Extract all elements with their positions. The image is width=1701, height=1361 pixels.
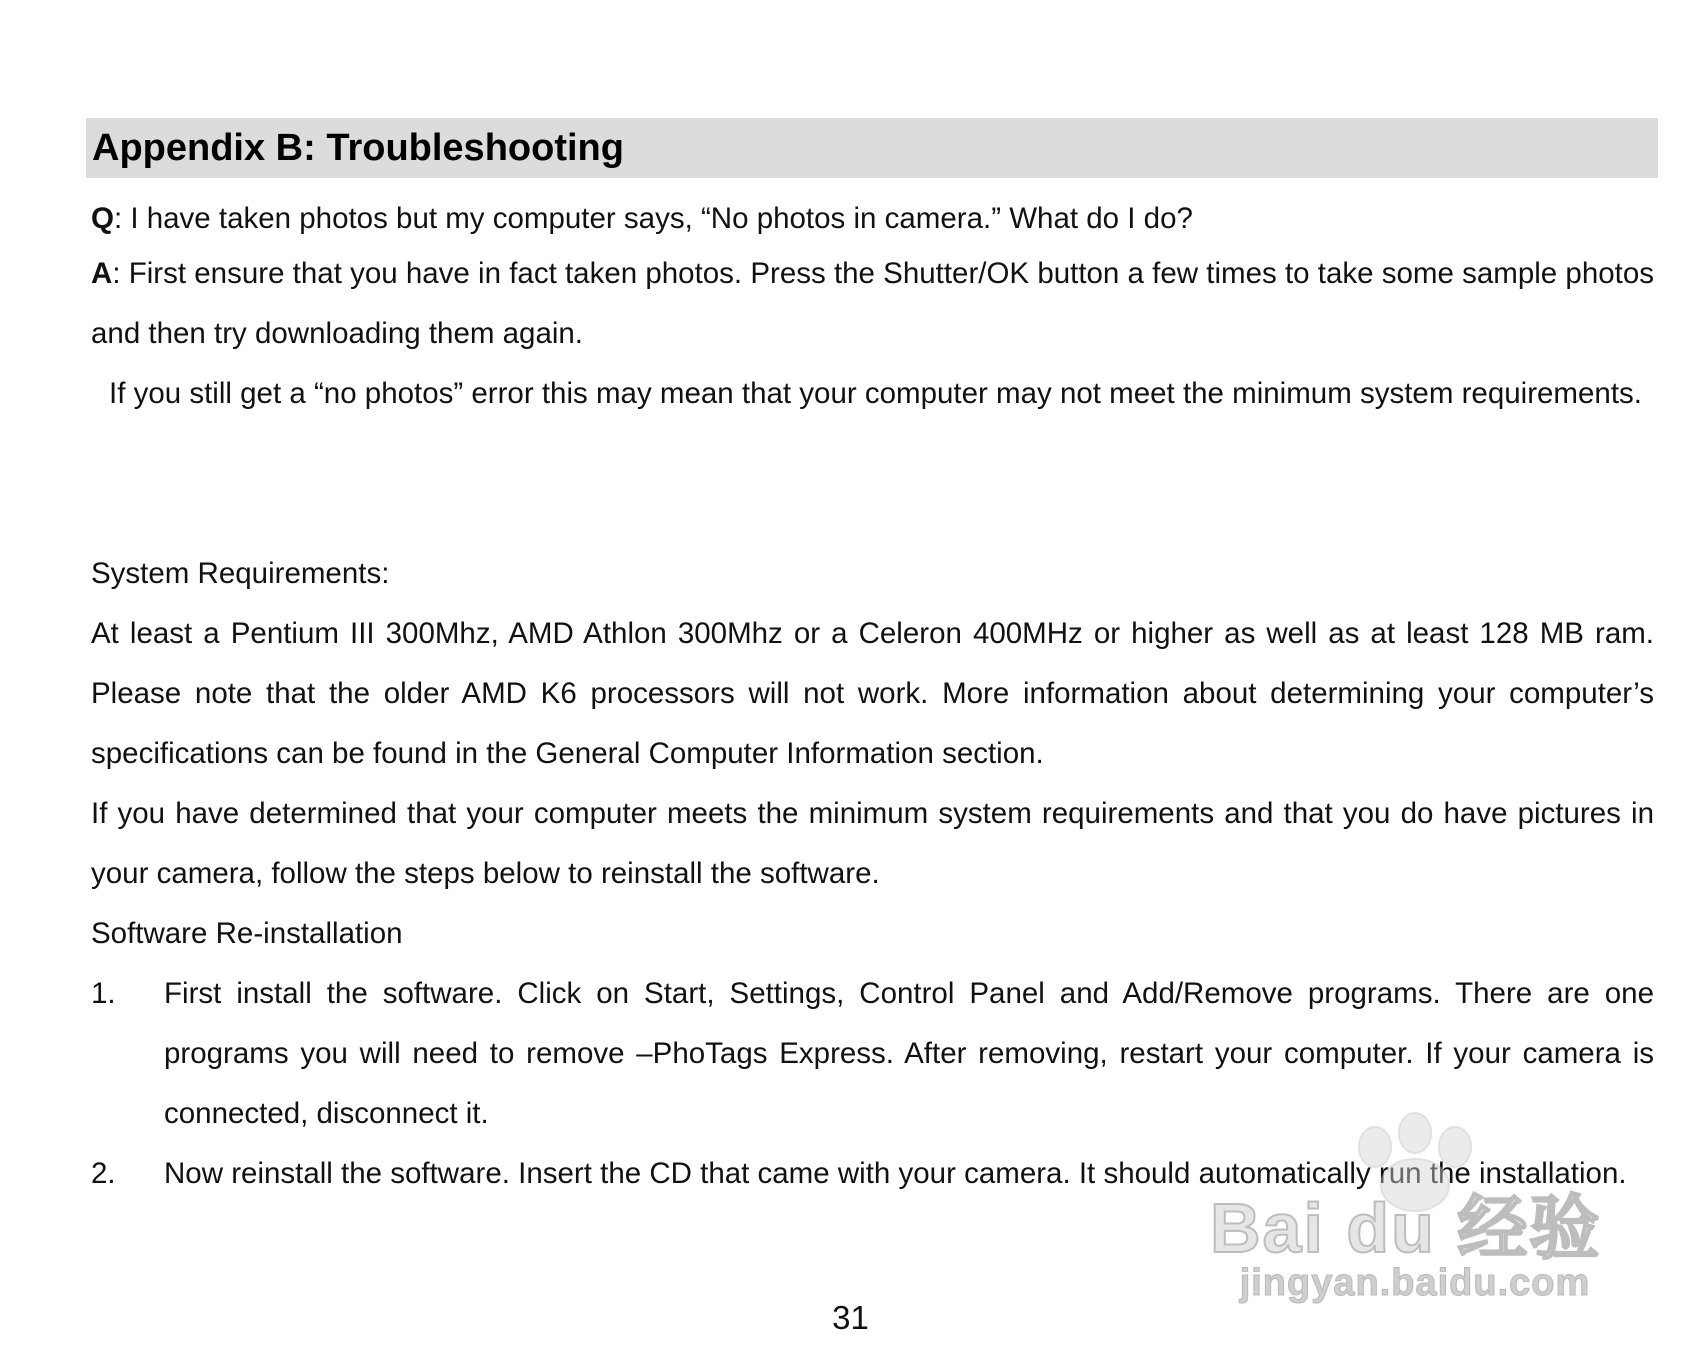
answer-label: A [91, 257, 113, 290]
determined-paragraph: If you have determined that your computer meets the minimum system requirements and that you do have pictures in your camera, follow the steps below to reinstall the software. [91, 797, 1654, 890]
baidu-watermark-url: jingyan.baidu.com [1239, 1262, 1591, 1304]
no-photos-paragraph: If you still get a “no photos” error this may mean that your computer may not meet the minimum system requirements. [109, 377, 1642, 410]
question-label: Q [91, 202, 114, 235]
answer-text: : First ensure that you have in fact taken photos. Press the Shutter/OK button a few times to take some sample photos and then try downloading them again. [91, 257, 1654, 350]
page-title: Appendix B: Troubleshooting [92, 127, 624, 169]
system-requirements-paragraph: At least a Pentium III 300Mhz, AMD Athlon 300Mhz or a Celeron 400MHz or higher as well as at least 128 MB ram. Please note that the older AMD K6 processors will not work. More information about determining your computer’s specifications can be found in the General Computer Information section. [91, 617, 1654, 770]
question-text: : I have taken photos but my computer says, “No photos in camera.” What do I do? [113, 202, 1193, 235]
list-item-number: 2. [91, 1157, 116, 1190]
list-item-text: First install the software. Click on Start, Settings, Control Panel and Add/Remove programs. There are one programs you will need to remove –PhoTags Express. After removing, restart your computer. If your camera is connected, disconnect it. [164, 977, 1654, 1130]
question-paragraph [91, 189, 1654, 249]
list-item-number: 1. [91, 977, 116, 1010]
list-item-text: Now reinstall the software. Insert the CD that came with your camera. It should automatically run the installation. [164, 1157, 1627, 1190]
page-number: 31 [832, 1299, 869, 1336]
system-requirements-heading: System Requirements: [91, 557, 390, 590]
baidu-watermark-brand: Bai du 经验 [1210, 1189, 1602, 1267]
answer-paragraph [91, 244, 1654, 364]
reinstall-heading: Software Re-installation [91, 917, 403, 950]
